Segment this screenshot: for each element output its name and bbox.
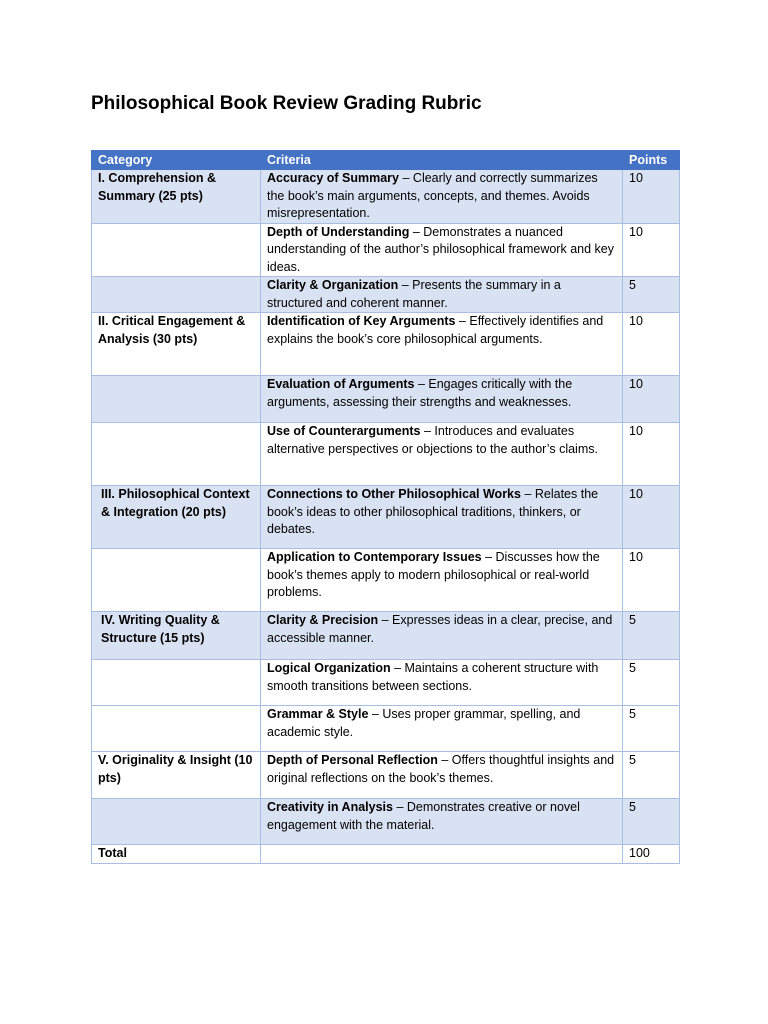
points-cell: 5 [623,660,680,706]
criteria-cell [261,612,623,660]
category-cell [92,799,261,845]
category-cell: III. Philosophical Context & Integration (20 pts) [92,486,261,549]
criteria-name: Identification of Key Arguments [267,314,456,328]
points-cell: 5 [623,706,680,752]
criteria-description: – Clearly and correctly summarizes the book’s main arguments, concepts, and themes. Avoids misrepresentation. [267,171,598,220]
category-cell: V. Originality & Insight (10 pts) [92,752,261,799]
criteria-description: – Presents the summary in a structured and coherent manner. [267,278,561,310]
category-cell [92,706,261,752]
criteria-name: Evaluation of Arguments [267,377,415,391]
criteria-cell [261,423,623,486]
table-row [92,799,680,845]
criteria-name: Creativity in Analysis [267,800,393,814]
points-cell: 5 [623,799,680,845]
category-cell: I. Comprehension & Summary (25 pts) [92,170,261,224]
points-cell: 10 [623,170,680,224]
category-cell: II. Critical Engagement & Analysis (30 pts) [92,313,261,376]
criteria-name: Use of Counterarguments [267,424,421,438]
criteria-name: Depth of Understanding [267,224,410,239]
criteria-cell [261,660,623,706]
criteria-description: – Relates the book’s ideas to other philosophical traditions, thinkers, or debates. [267,487,599,536]
points-cell: 10 [623,376,680,423]
criteria-name: Connections to Other Philosophical Works [267,487,521,501]
criteria-name: Depth of Personal Reflection [267,753,438,767]
criteria-description: – Engages critically with the arguments, assessing their strengths and weaknesses. [267,377,573,409]
header-points: Points [623,151,680,170]
criteria-name: Logical Organization [267,661,391,675]
category-cell [92,277,261,313]
criteria-description: – Offers thoughtful insights and original reflections on the book’s themes. [267,753,615,785]
points-cell: 5 [623,612,680,660]
criteria-description: – Demonstrates creative or novel engagement with the material. [267,800,580,832]
criteria-cell [261,376,623,423]
table-header-row [92,151,680,170]
category-cell [92,376,261,423]
table-row [92,313,680,376]
criteria-name: Application to Contemporary Issues [267,550,482,564]
total-criteria [261,845,623,864]
category-cell [92,660,261,706]
category-cell: IV. Writing Quality & Structure (15 pts) [92,612,261,660]
table-row [92,277,680,313]
criteria-cell [261,277,623,313]
points-cell: 10 [623,313,680,376]
total-label: Total [92,845,261,864]
category-cell [92,549,261,612]
criteria-cell [261,223,623,277]
criteria-name: Accuracy of Summary [267,171,400,185]
table-row [92,423,680,486]
total-points: 100 [623,845,680,864]
criteria-cell [261,799,623,845]
table-row [92,706,680,752]
points-cell: 10 [623,549,680,612]
table-row [92,752,680,799]
points-cell: 5 [623,752,680,799]
criteria-description: – Discusses how the book’s themes apply to modern philosophical or real-world problems. [267,550,600,599]
criteria-description: – Uses proper grammar, spelling, and academic style. [267,707,581,739]
category-cell [92,423,261,486]
table-row [92,376,680,423]
points-cell: 10 [623,486,680,549]
table-row [92,549,680,612]
criteria-cell [261,313,623,376]
criteria-name: Grammar & Style [267,707,369,721]
header-category: Category [92,151,261,170]
table-row [92,660,680,706]
total-row [92,845,680,864]
page-title: Philosophical Book Review Grading Rubric [91,93,482,114]
criteria-description: – Introduces and evaluates alternative perspectives or objections to the author’s claims. [267,424,598,456]
rubric-table [91,150,680,864]
points-cell: 10 [623,423,680,486]
criteria-description: – Demonstrates a nuanced understanding of the author’s philosophical framework and key ideas. [267,224,614,274]
criteria-description: – Maintains a coherent structure with smooth transitions between sections. [267,661,599,693]
criteria-description: – Expresses ideas in a clear, precise, and accessible manner. [267,613,613,645]
points-cell: 5 [623,277,680,313]
table-row [92,223,680,277]
table-row [92,170,680,224]
criteria-cell [261,706,623,752]
criteria-description: – Effectively identifies and explains the book’s core philosophical arguments. [267,314,604,346]
table-row [92,486,680,549]
category-cell [92,223,261,277]
table-row [92,612,680,660]
criteria-cell [261,170,623,224]
criteria-cell [261,549,623,612]
criteria-cell [261,486,623,549]
criteria-name: Clarity & Precision [267,613,379,627]
header-criteria: Criteria [261,151,623,170]
points-cell: 10 [623,223,680,277]
criteria-cell [261,752,623,799]
criteria-name: Clarity & Organization [267,278,399,292]
